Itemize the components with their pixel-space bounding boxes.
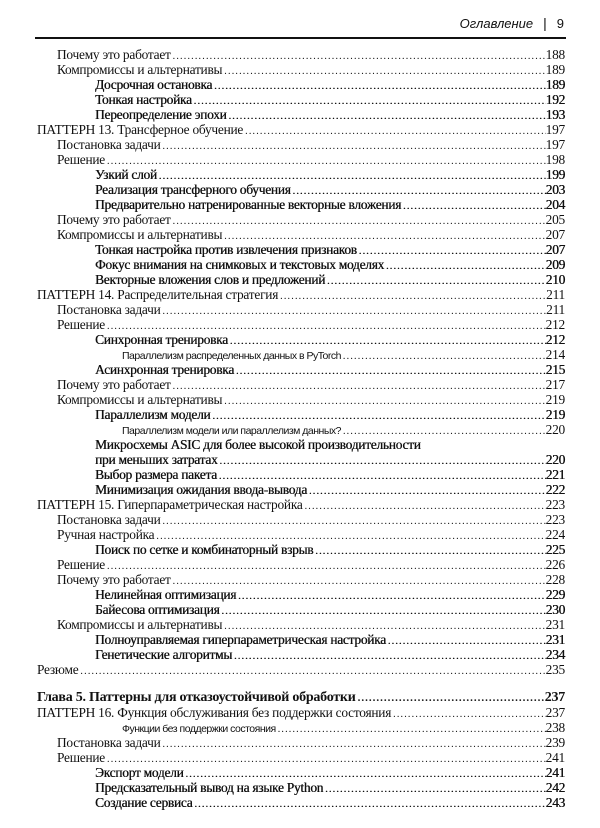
toc-entry-page: 243 <box>545 795 565 810</box>
toc-entry-page: 226 <box>545 557 565 572</box>
toc-entry-label: Тонкая настройка против извлечения признаков <box>95 242 357 257</box>
toc-entry-page: 215 <box>545 362 565 377</box>
toc-entry[interactable] <box>0 182 600 197</box>
toc-entry-page: 217 <box>545 377 565 392</box>
toc-entry-page: 228 <box>545 572 565 587</box>
toc-entry-page: 204 <box>545 197 565 212</box>
toc-entry[interactable] <box>0 377 600 392</box>
toc-entry-page: 210 <box>545 272 565 287</box>
toc-entry-label: Компромиссы и альтернативы <box>57 392 223 407</box>
toc-entry[interactable] <box>0 392 600 407</box>
toc-entry-page: 211 <box>546 302 565 317</box>
toc-entry-label: Компромиссы и альтернативы <box>57 617 223 632</box>
toc-entry[interactable] <box>0 287 600 302</box>
toc-entry-page: 207 <box>545 227 565 242</box>
toc-entry-label: Почему это работает <box>57 572 171 587</box>
toc-entry-page: 241 <box>545 750 565 765</box>
toc-entry-label: Почему это работает <box>57 377 171 392</box>
toc-entry-page: 241 <box>545 765 565 780</box>
toc-entry[interactable] <box>0 137 600 152</box>
toc-entry-label: Реализация трансферного обучения <box>95 182 291 197</box>
toc-entry-label: Полноуправляемая гиперпараметрическая настройка <box>95 632 386 647</box>
toc-entry-page: 189 <box>545 77 565 92</box>
toc-entry[interactable] <box>0 780 600 795</box>
toc-entry-page: 231 <box>545 617 565 632</box>
toc-entry-label: Синхронная тренировка <box>95 332 228 347</box>
toc-entry[interactable] <box>0 512 600 527</box>
toc-entry-page: 221 <box>545 467 565 482</box>
toc-entry-page: 224 <box>545 527 565 542</box>
toc-entry-label: Решение <box>57 317 105 332</box>
toc-entry-label: Фокус внимания на снимковых и текстовых моделях <box>95 257 384 272</box>
toc-entry-page: 219 <box>545 407 565 422</box>
toc-entry-label: Экспорт модели <box>95 765 184 780</box>
toc-entry[interactable] <box>0 152 600 167</box>
toc-entry[interactable] <box>0 362 600 377</box>
toc-entry[interactable] <box>0 617 600 632</box>
toc-entry-label: ПАТТЕРН 14. Распределительная стратегия <box>37 287 279 302</box>
toc-entry-label: при меньших затратах <box>95 452 218 467</box>
toc-entry[interactable] <box>0 332 600 347</box>
toc-entry-label: Функции без поддержки состояния <box>122 723 276 735</box>
toc-entry[interactable] <box>0 227 600 242</box>
toc-entry[interactable] <box>0 572 600 587</box>
toc-entry-label: Переопределение эпохи <box>95 107 227 122</box>
toc-entry-page: 214 <box>545 347 565 362</box>
toc-entry-label: Узкий слой <box>95 167 157 182</box>
toc-entry-label: Ручная настройка <box>57 527 155 542</box>
toc-entry[interactable] <box>0 632 600 647</box>
toc-entry[interactable] <box>0 647 600 662</box>
section-title: Оглавление <box>459 15 534 31</box>
toc-entry-label: Параллелизм модели <box>95 407 211 422</box>
toc-entry-label: Досрочная остановка <box>95 77 213 92</box>
toc-entry[interactable] <box>0 662 600 677</box>
toc-entry-label: Резюме <box>37 662 79 677</box>
toc-entry[interactable] <box>0 587 600 602</box>
toc-entry-label: Компромиссы и альтернативы <box>57 227 223 242</box>
toc-entry-label: Выбор размера пакета <box>95 467 217 482</box>
toc-entry[interactable] <box>0 197 600 212</box>
toc-entry[interactable] <box>0 750 600 765</box>
toc-entry[interactable] <box>0 720 600 735</box>
toc-entry-label: Создание сервиса <box>95 795 193 810</box>
toc-entry-label: Глава 5. Паттерны для отказоустойчивой обработки <box>37 690 356 705</box>
toc-entry-label: Компромиссы и альтернативы <box>57 62 223 77</box>
toc-entry-page: 220 <box>545 452 565 467</box>
toc-entry-label: Нелинейная оптимизация <box>95 587 237 602</box>
toc-entry-label: Предсказательный вывод на языке Python <box>95 780 324 795</box>
toc-entry[interactable] <box>0 527 600 542</box>
toc-entry-page: 197 <box>545 137 565 152</box>
toc-entry-page: 193 <box>545 107 565 122</box>
toc-entry-label: Решение <box>57 750 105 765</box>
toc-entry-page: 188 <box>545 47 565 62</box>
toc-entry-label: Постановка задачи <box>57 137 161 152</box>
toc-entry-page: 220 <box>545 422 565 437</box>
toc-entry[interactable] <box>0 62 600 77</box>
toc-entry-page: 192 <box>545 92 565 107</box>
toc-entry-page: 223 <box>545 512 565 527</box>
toc-entry[interactable] <box>0 302 600 317</box>
toc-entry[interactable] <box>0 407 600 422</box>
toc-entry-page: 229 <box>545 587 565 602</box>
toc-entry-label: Генетические алгоритмы <box>95 647 232 662</box>
toc-entry-label: Параллелизм распределенных данных в PyTorch <box>122 350 341 362</box>
page-number: 9 <box>556 15 564 31</box>
toc-entry-page: 225 <box>545 542 565 557</box>
toc-entry[interactable] <box>0 272 600 287</box>
toc-entry-label: Постановка задачи <box>57 735 161 750</box>
toc-entry-page: 223 <box>545 497 565 512</box>
toc-entry-label: Почему это работает <box>57 212 171 227</box>
toc-entry[interactable] <box>0 542 600 557</box>
toc-entry-label: Тонкая настройка <box>95 92 192 107</box>
toc-entry[interactable] <box>0 92 600 107</box>
header-separator: | <box>543 15 547 31</box>
toc-entry-page: 237 <box>544 690 565 705</box>
toc-entry-page: 235 <box>545 662 565 677</box>
toc-entry-page: 189 <box>545 62 565 77</box>
toc-entry-label: Поиск по сетке и комбинаторный взрыв <box>95 542 314 557</box>
toc-entry-page: 209 <box>545 257 565 272</box>
toc-entry-page: 212 <box>545 317 565 332</box>
toc-entry-label: Почему это работает <box>57 47 171 62</box>
toc-entry-page: 242 <box>545 780 565 795</box>
toc-entry-page: 231 <box>545 632 565 647</box>
toc-entry-label: Решение <box>57 557 105 572</box>
toc-entry-label: Асинхронная тренировка <box>95 362 234 377</box>
toc-entry-label: Минимизация ожидания ввода-вывода <box>95 482 307 497</box>
toc-entry-page: 197 <box>545 122 565 137</box>
toc-entry-label: Постановка задачи <box>57 302 161 317</box>
toc-entry-label: ПАТТЕРН 13. Трансферное обучение <box>37 122 244 137</box>
running-header <box>460 15 564 31</box>
toc-entry-label: Предварительно натренированные векторные вложения <box>95 197 402 212</box>
toc-entry-page: 203 <box>545 182 565 197</box>
toc-entry[interactable] <box>0 77 600 92</box>
toc-entry-page: 207 <box>545 242 565 257</box>
toc-entry-label: Векторные вложения слов и предложений <box>95 272 326 287</box>
toc-chapter-entry[interactable] <box>0 690 600 705</box>
toc-entry[interactable] <box>0 452 600 467</box>
toc-entry[interactable] <box>0 212 600 227</box>
toc-entry-label: ПАТТЕРН 16. Функция обслуживания без поддержки состояния <box>37 705 392 720</box>
toc-entry-page: 212 <box>545 332 565 347</box>
dot-leader <box>80 664 545 679</box>
toc-entry-page: 198 <box>545 152 565 167</box>
toc-entry-label: Решение <box>57 152 105 167</box>
toc-entry[interactable] <box>0 482 600 497</box>
toc-entry-page: 237 <box>545 705 565 720</box>
toc-entry-label: Микросхемы ASIC для более высокой производительности <box>95 437 421 452</box>
toc-entry-page: 234 <box>545 647 565 662</box>
toc-entry-label: ПАТТЕРН 15. Гиперпараметрическая настройка <box>37 497 303 512</box>
toc-entry-label: Постановка задачи <box>57 512 161 527</box>
toc-entry[interactable] <box>0 257 600 272</box>
toc-entry[interactable] <box>0 47 600 62</box>
toc-entry[interactable] <box>0 242 600 257</box>
toc-entry[interactable] <box>0 347 600 362</box>
toc-entry-page: 205 <box>545 212 565 227</box>
toc-entry-page: 230 <box>545 602 565 617</box>
toc-entry[interactable] <box>0 557 600 572</box>
toc-entry-label: Параллелизм модели или параллелизм данных? <box>122 425 341 437</box>
dot-leader <box>358 691 545 706</box>
toc-entry[interactable] <box>0 765 600 780</box>
toc-entry-first-line <box>0 437 600 452</box>
toc-entry-page: 239 <box>545 735 565 750</box>
toc-entry[interactable] <box>0 497 600 512</box>
toc-entry[interactable] <box>0 705 600 720</box>
toc-entry-page: 219 <box>545 392 565 407</box>
dot-leader <box>194 797 545 812</box>
table-of-contents <box>0 47 600 810</box>
header-rule <box>35 37 566 39</box>
toc-entry[interactable] <box>0 317 600 332</box>
toc-entry[interactable] <box>0 735 600 750</box>
toc-entry-page: 222 <box>545 482 565 497</box>
toc-entry[interactable] <box>0 795 600 810</box>
toc-entry[interactable] <box>0 167 600 182</box>
toc-entry[interactable] <box>0 602 600 617</box>
toc-entry-page: 199 <box>545 167 565 182</box>
toc-entry[interactable] <box>0 107 600 122</box>
toc-entry-page: 211 <box>546 287 565 302</box>
toc-entry[interactable] <box>0 422 600 437</box>
toc-entry-label: Байесова оптимизация <box>95 602 220 617</box>
toc-entry[interactable] <box>0 122 600 137</box>
toc-entry-page: 238 <box>545 720 565 735</box>
toc-entry[interactable] <box>0 467 600 482</box>
